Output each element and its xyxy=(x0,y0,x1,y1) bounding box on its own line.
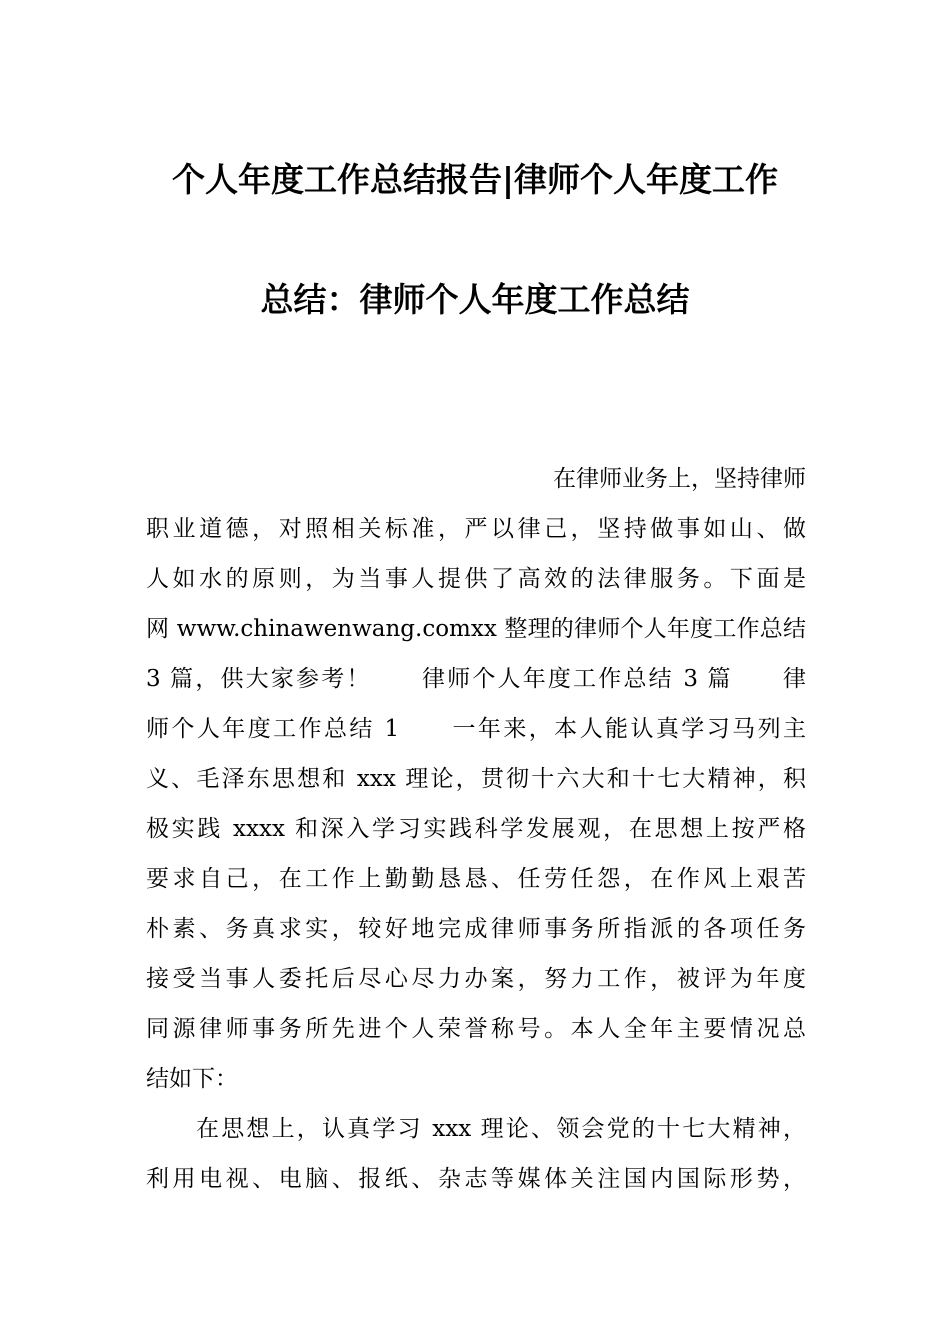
paragraph-line: 同源律师事务所先进个人荣誉称号。本人全年主要情况总 xyxy=(146,1016,806,1042)
document-title-line-2: 总结：律师个人年度工作总结 xyxy=(260,280,690,319)
paragraph-line: 在律师业务上，坚持律师 xyxy=(553,466,806,492)
paragraph-line: 网 www.chinawenwang.comxx 整理的律师个人年度工作总结 xyxy=(146,616,806,642)
paragraph-line: 极实践 xxxx 和深入学习实践科学发展观，在思想上按严格 xyxy=(146,816,806,842)
paragraph-line: 师个人年度工作总结 1 一年来，本人能认真学习马列主 xyxy=(146,716,806,742)
paragraph-line: 人如水的原则，为当事人提供了高效的法律服务。下面是 xyxy=(146,566,806,592)
paragraph-line: 接受当事人委托后尽心尽力办案，努力工作，被评为年度 xyxy=(146,966,806,992)
paragraph-line: 职业道德，对照相关标准，严以律己，坚持做事如山、做 xyxy=(146,516,806,542)
paragraph-line: 义、毛泽东思想和 xxx 理论，贯彻十六大和十七大精神，积 xyxy=(146,766,806,792)
document-title-line-1: 个人年度工作总结报告|律师个人年度工作 xyxy=(171,160,779,199)
paragraph-line: 在思想上，认真学习 xxx 理论、领会党的十七大精神， xyxy=(196,1116,806,1142)
paragraph-line: 要求自己，在工作上勤勤恳恳、任劳任怨，在作风上艰苦 xyxy=(146,866,806,892)
paragraph-line: 结如下： xyxy=(146,1066,238,1092)
paragraph-line: 朴素、务真求实，较好地完成律师事务所指派的各项任务 xyxy=(146,916,806,942)
paragraph-line: 3 篇，供大家参考！ 律师个人年度工作总结 3 篇 律 xyxy=(146,666,806,692)
paragraph-line: 利用电视、电脑、报纸、杂志等媒体关注国内国际形势， xyxy=(146,1166,806,1192)
